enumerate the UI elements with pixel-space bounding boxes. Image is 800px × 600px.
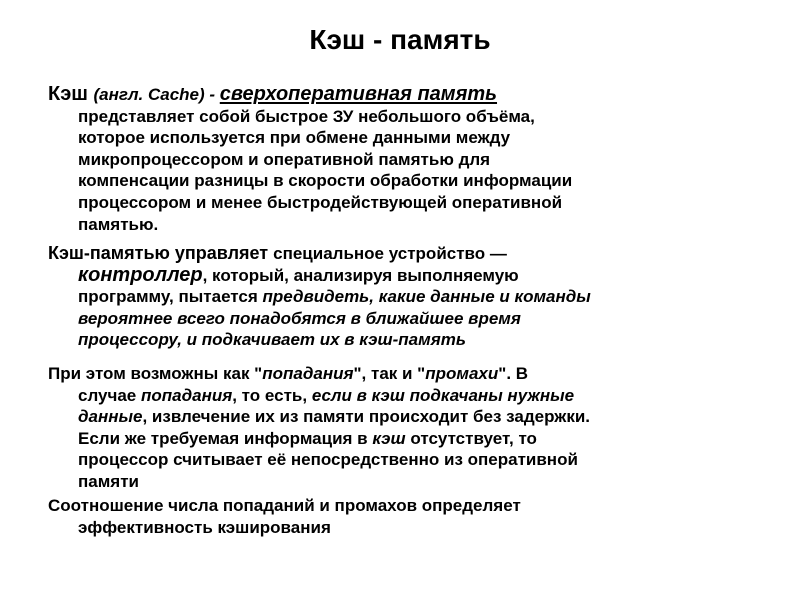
text-fragment: специальное устройство — xyxy=(273,244,507,263)
text-line: памятью. xyxy=(78,214,159,234)
paragraph-efficiency xyxy=(48,495,768,538)
text-fragment: программу, пытается xyxy=(78,287,263,307)
text-line xyxy=(48,84,768,106)
text-fragment: отсутствует, то xyxy=(405,428,537,448)
text-line: вероятнее всего понадобятся в ближайшее время xyxy=(78,308,521,328)
paragraph-cache-controller xyxy=(48,243,768,351)
term-definition: сверхоперативная память xyxy=(219,83,498,105)
paragraph-cache-definition xyxy=(48,84,768,235)
text-fragment: , извлечение их из памяти происходит без задержки. xyxy=(142,407,591,427)
text-fragment: , то есть, xyxy=(232,385,312,405)
text-fragment: ", так и " xyxy=(353,364,426,383)
text-fragment: Если же требуемая информация в xyxy=(78,428,373,448)
text-line xyxy=(48,243,768,265)
term-english: (англ. Cache) - xyxy=(93,85,220,104)
term-misses: промахи xyxy=(425,364,499,383)
text-fragment: случае xyxy=(78,385,141,405)
text-line: компенсации разницы в скорости обработки информации xyxy=(78,171,573,191)
text-line: эффективность кэширования xyxy=(78,517,331,537)
text-line: процессором и менее быстродействующей оперативной xyxy=(78,192,563,212)
text-line: памяти xyxy=(78,471,139,491)
text-fragment: ". В xyxy=(498,364,529,383)
text-line: представляет собой быстрое ЗУ небольшого объёма, xyxy=(78,106,535,126)
text-line: микропроцессором и оперативной памятью для xyxy=(78,149,491,169)
text-line xyxy=(48,428,768,450)
text-fragment: данные xyxy=(78,407,143,427)
text-line: процессор считывает её непосредственно из оперативной xyxy=(78,450,578,470)
text-fragment: кэш xyxy=(372,428,406,448)
term-hits: попадания xyxy=(262,364,354,383)
slide-title: Кэш - память xyxy=(309,24,491,55)
term-controller: контроллер xyxy=(78,263,203,286)
text-fragment: если в кэш подкачаны нужные xyxy=(311,385,575,405)
text-fragment: При этом возможны как " xyxy=(48,364,263,383)
text-fragment: Кэш-памятью управляет xyxy=(48,243,274,263)
text-line xyxy=(48,265,768,287)
text-fragment: , который, анализируя выполняемую xyxy=(202,265,519,285)
text-line: которое используется при обмене данными между xyxy=(78,128,511,148)
paragraph-hits-misses xyxy=(48,363,768,493)
text-line xyxy=(48,406,768,428)
text-line: Соотношение числа попаданий и промахов определяет xyxy=(48,496,521,515)
text-line xyxy=(48,363,768,385)
text-line xyxy=(48,286,768,308)
text-line xyxy=(48,385,768,407)
term-cache: Кэш xyxy=(48,83,94,105)
text-line: процессору, и подкачивает их в кэш-память xyxy=(78,330,466,350)
text-fragment: предвидеть, какие данные и команды xyxy=(262,287,591,307)
text-fragment: попадания xyxy=(141,385,233,405)
